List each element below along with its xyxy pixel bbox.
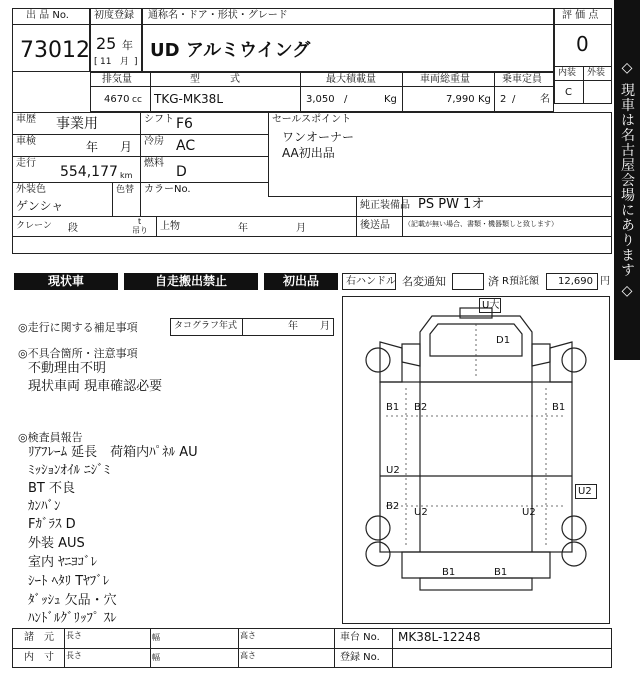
status-badge: 自走搬出禁止 bbox=[124, 273, 258, 290]
damage-mark: B1 bbox=[386, 402, 400, 413]
report-line: ｼｰﾄ ﾍﾀﾘ Tﾔﾌﾞﾚ bbox=[28, 574, 110, 589]
color-change-label: 色替 bbox=[116, 185, 135, 195]
load-label: 最大積載量 bbox=[326, 74, 376, 85]
report-line: ｶﾝﾊﾞﾝ bbox=[28, 499, 61, 514]
damage-mark: U大 bbox=[482, 300, 500, 311]
joubutsu-label: 上物 bbox=[160, 221, 180, 232]
shift: F6 bbox=[176, 116, 193, 132]
report-title: ◎検査員報告 bbox=[18, 431, 83, 444]
interior-size-label: 内 寸 bbox=[24, 652, 54, 663]
damage-mark: U2 bbox=[522, 507, 536, 518]
report-line: 外装 AUS bbox=[28, 536, 85, 551]
handle: 右ハンドル bbox=[346, 276, 396, 287]
mileage: 554,177 bbox=[60, 164, 118, 180]
lot-number: 73012 bbox=[20, 38, 90, 63]
options-note: （記載が無い場合、書類・機器類しと致します） bbox=[404, 220, 558, 228]
report-line: 室内 ﾔﾆﾖｺﾞﾚ bbox=[28, 555, 98, 570]
aircon-label: 冷房 bbox=[144, 136, 164, 147]
capacity: 2 bbox=[500, 94, 507, 105]
equipment: PS PW 1オ bbox=[418, 197, 485, 212]
damage-mark: U2 bbox=[414, 507, 428, 518]
location-banner: ◇ 現車は名古屋会場にあります ◇ bbox=[614, 0, 640, 360]
gross-label: 車両総重量 bbox=[420, 74, 470, 85]
aircon: AC bbox=[176, 138, 196, 154]
damage-mark: B2 bbox=[386, 501, 400, 512]
sales-point-label: セールスポイント bbox=[272, 114, 352, 125]
chassis-label: 車台 No. bbox=[340, 632, 380, 643]
tacho-label: タコグラフ年式 bbox=[174, 321, 238, 331]
fuel-label: 燃料 bbox=[144, 158, 164, 169]
fuel: D bbox=[176, 164, 187, 180]
damage-mark: U2 bbox=[578, 486, 592, 497]
crane-label: クレーン bbox=[16, 221, 52, 231]
capacity-label: 乗車定員 bbox=[502, 74, 542, 85]
gross-weight: 7,990 bbox=[446, 94, 475, 105]
driving-notes-title: ◎走行に関する補足事項 bbox=[18, 321, 138, 334]
damage-mark: B2 bbox=[414, 402, 428, 413]
interior-label: 内装 bbox=[558, 68, 577, 78]
options-label: 後送品 bbox=[360, 220, 390, 231]
lot-label: 出 品 No. bbox=[26, 10, 69, 21]
model: TKG-MK38L bbox=[154, 92, 224, 106]
rating-label: 評 価 点 bbox=[562, 10, 599, 21]
mileage-label: 走行 bbox=[16, 158, 36, 169]
load: 3,050 bbox=[306, 94, 335, 105]
spec-label: 諸 元 bbox=[24, 632, 54, 643]
damage-mark: U2 bbox=[386, 465, 400, 476]
damage-mark: B1 bbox=[442, 567, 456, 578]
report-line: ﾐｯｼｮﾝｵｲﾙ ﾆｼﾞﾐ bbox=[28, 463, 111, 478]
name-change-label: 名変通知 bbox=[402, 275, 446, 288]
registration-number-label: 登録 No. bbox=[340, 652, 380, 663]
report-line: BT 不良 bbox=[28, 481, 75, 496]
exterior-label: 外装 bbox=[587, 68, 606, 78]
name-change-box bbox=[452, 273, 484, 290]
report-line: ﾀﾞｯｼｭ 欠品・穴 bbox=[28, 593, 117, 608]
defect-line: 現状車両 現車確認必要 bbox=[28, 379, 163, 394]
rating-score: 0 bbox=[576, 32, 589, 56]
shift-label: シフト bbox=[144, 114, 174, 125]
status-badge: 現状車 bbox=[14, 273, 118, 290]
damage-mark: D1 bbox=[496, 335, 511, 346]
exterior-color: ゲンシャ bbox=[16, 199, 64, 213]
history-label: 車歴 bbox=[16, 114, 36, 125]
registration-label: 初度登録 bbox=[94, 10, 134, 21]
displacement-label: 排気量 bbox=[102, 74, 132, 85]
exterior-color-label: 外装色 bbox=[16, 184, 46, 195]
registration-month: 11 bbox=[100, 57, 112, 67]
damage-mark: B1 bbox=[552, 402, 566, 413]
inspection-label: 車検 bbox=[16, 136, 36, 147]
model-label: 型 式 bbox=[190, 74, 240, 85]
recycle-deposit: 12,690 bbox=[558, 276, 593, 287]
vehicle-name: UD アルミウイング bbox=[150, 40, 311, 61]
registration-year: 25 bbox=[96, 34, 117, 53]
truck-outline bbox=[342, 296, 610, 624]
displacement: 4670 bbox=[104, 94, 130, 105]
status-badge: 初出品 bbox=[264, 273, 338, 290]
sales-point-line: ワンオーナー bbox=[282, 130, 355, 144]
report-line: Fｶﾞﾗｽ D bbox=[28, 517, 76, 532]
damage-mark: B1 bbox=[494, 567, 508, 578]
vehicle-name-label: 通称名・ドア・形状・グレード bbox=[148, 10, 288, 21]
chassis-number: MK38L-12248 bbox=[398, 630, 481, 644]
equipment-label: 純正装備品 bbox=[360, 200, 410, 211]
report-line: ﾊﾝﾄﾞﾙｸﾞﾘｯﾌﾟ ｽﾚ bbox=[28, 611, 117, 626]
sales-point-line: AA初出品 bbox=[282, 146, 335, 160]
report-line: ﾘｱﾌﾚｰﾑ 延長 荷箱内ﾊﾟﾈﾙ AU bbox=[28, 445, 198, 460]
color-no-label: カラーNo. bbox=[144, 184, 191, 195]
defect-title: ◎不具合箇所・注意事項 bbox=[18, 347, 138, 360]
recycle-deposit-label: R預託額 bbox=[502, 276, 539, 287]
history: 事業用 bbox=[56, 116, 98, 132]
defect-line: 不動理由不明 bbox=[28, 361, 107, 376]
interior-rating: C bbox=[565, 87, 572, 98]
